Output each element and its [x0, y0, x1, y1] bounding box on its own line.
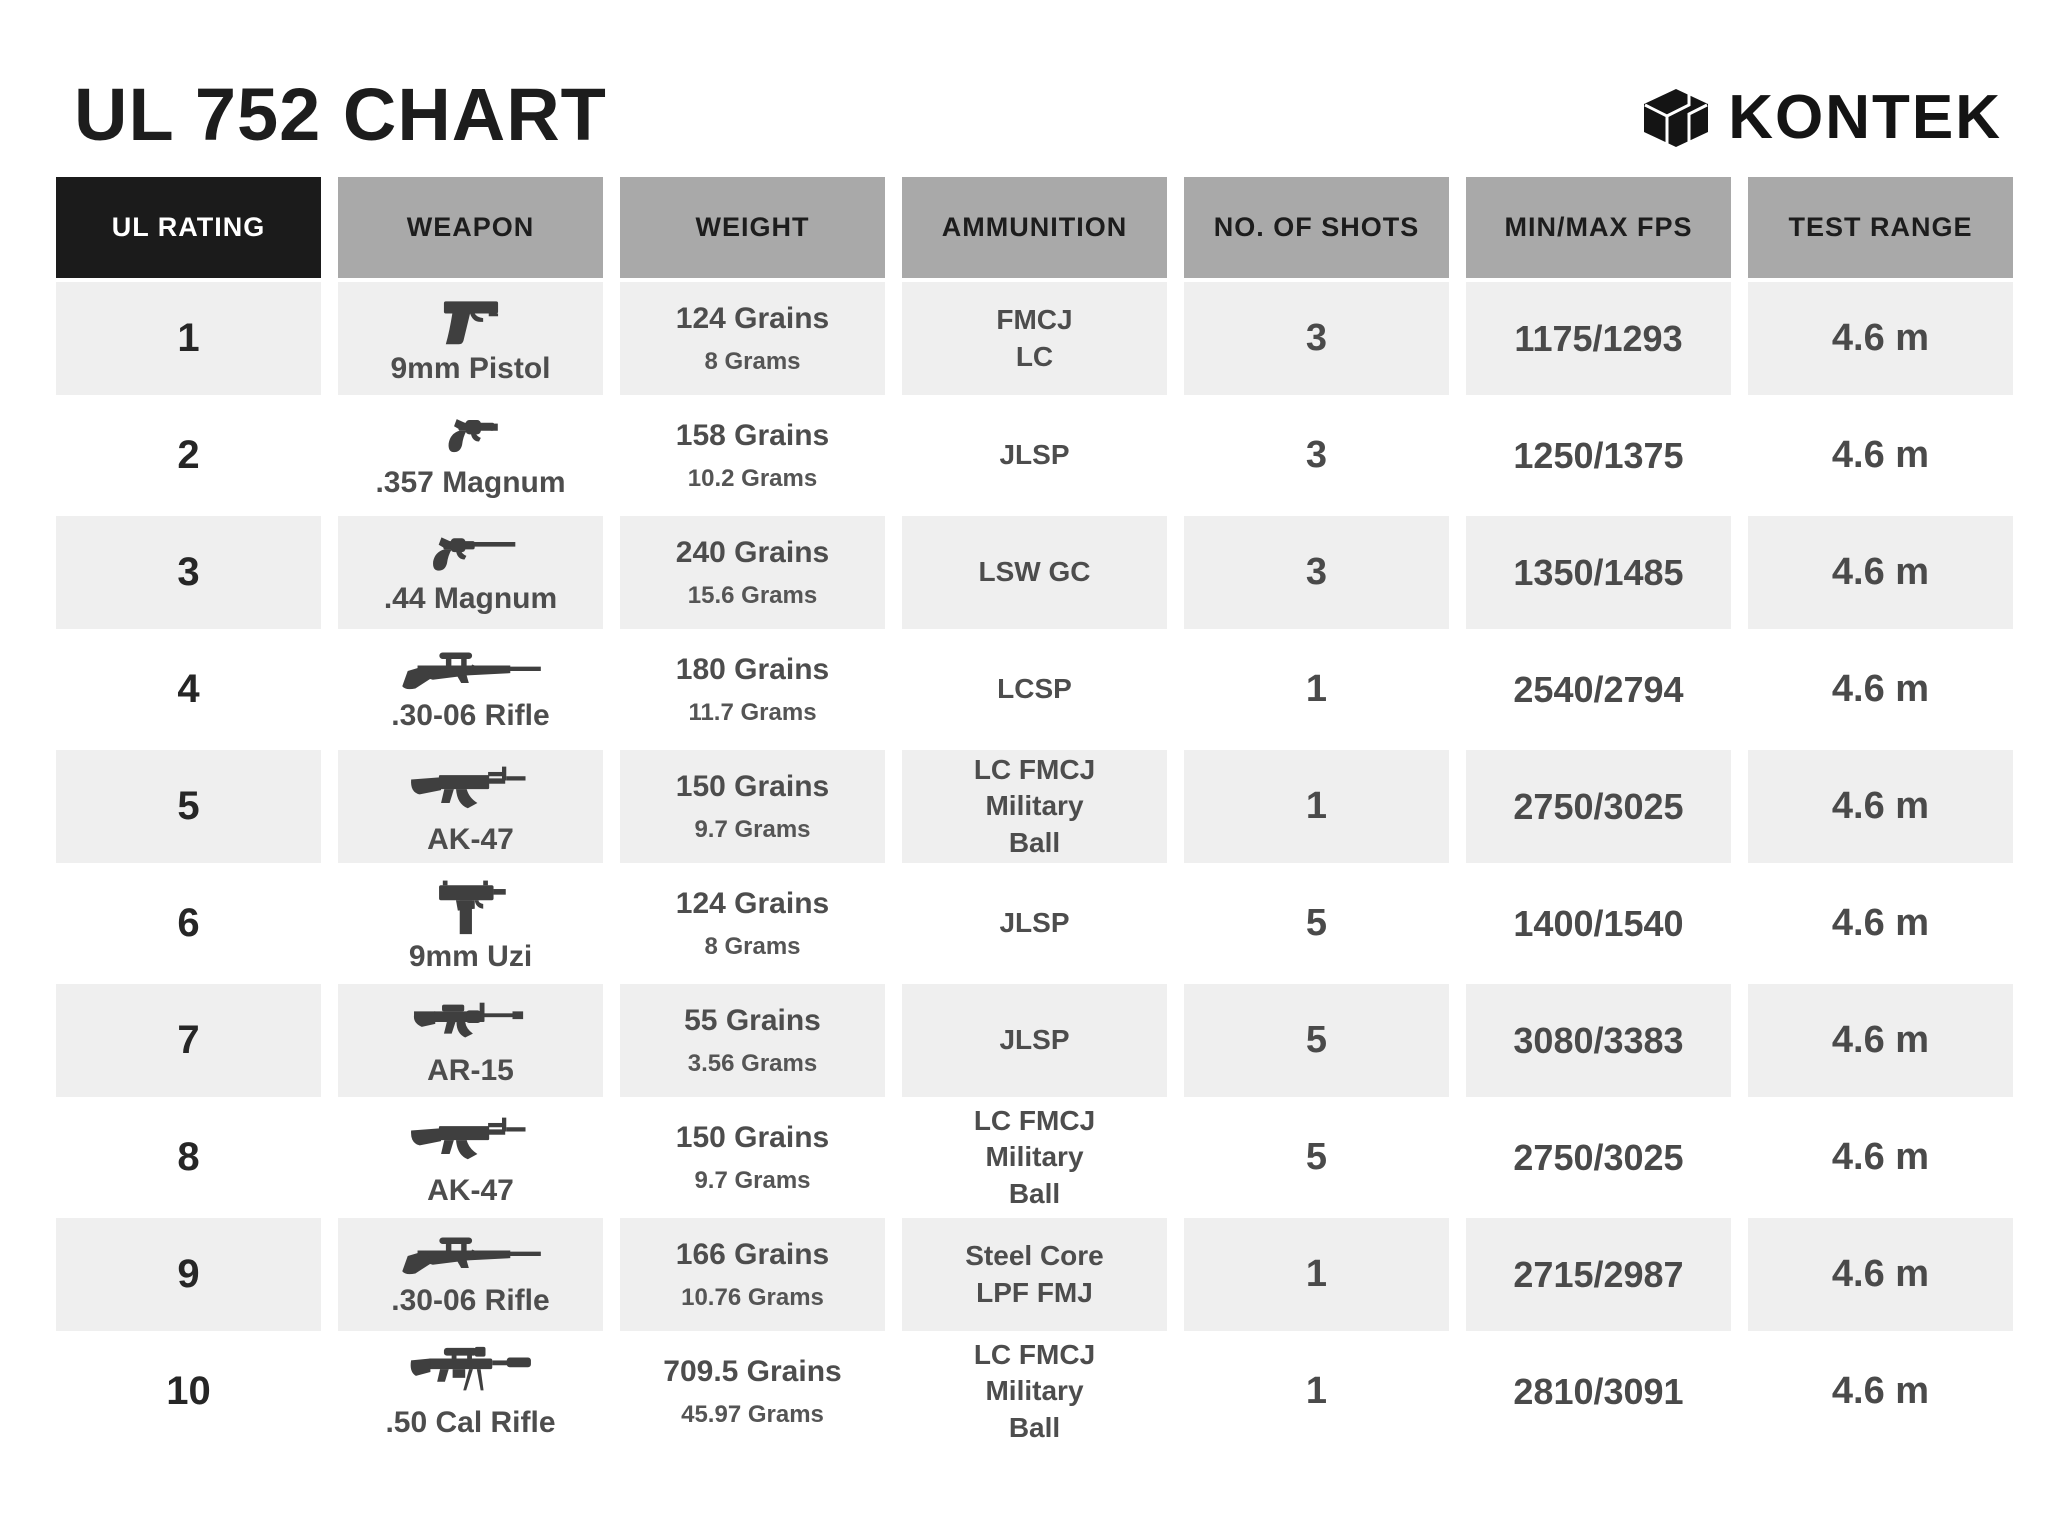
ammunition-line: JLSP: [999, 907, 1070, 939]
min-max-fps-cell: 2540/2794: [1513, 668, 1684, 710]
ammunition-cell: [902, 984, 1167, 1097]
ammunition-line: Military: [985, 790, 1084, 822]
shots-cell: 1: [1305, 1370, 1328, 1412]
column-header-weapon: WEAPON: [338, 177, 603, 278]
weight-cell: [620, 984, 885, 1097]
weapon-name: AK-47: [427, 1173, 514, 1207]
weight-cell: [620, 1101, 885, 1214]
table-row: [56, 984, 2013, 1097]
test-range-cell: 4.6 m: [1748, 984, 2013, 1097]
weight-grams: 8 Grams: [704, 347, 801, 375]
weight-cell: [620, 750, 885, 863]
page-title: UL 752 CHART: [74, 73, 607, 156]
table-header-row: [56, 177, 2013, 278]
ammunition-cell: [902, 750, 1167, 863]
weight-grains: 709.5 Grains: [663, 1354, 842, 1388]
weight-grams: 45.97 Grams: [681, 1400, 824, 1428]
weight-cell: [620, 282, 885, 395]
ammunition-line: Ball: [1008, 826, 1061, 858]
test-range-cell: 4.6 m: [1831, 902, 1930, 944]
weight-cell: [620, 516, 885, 629]
ammunition-line: Military: [985, 1375, 1084, 1407]
weapon-name: AR-15: [427, 1053, 514, 1087]
weapon-cell: [338, 633, 603, 746]
ammunition-cell: [902, 516, 1167, 629]
table-row: [56, 1101, 2013, 1214]
weight-cell: [620, 867, 885, 980]
ul-rating-cell: 9: [56, 1218, 321, 1331]
test-range-cell: 4.6 m: [1748, 516, 2013, 629]
weapon-cell: [338, 1101, 603, 1214]
weight-grains: 180 Grains: [675, 652, 830, 686]
uzi-icon: [433, 874, 509, 936]
ak47-icon: [399, 1108, 543, 1170]
weight-grams: 8 Grams: [704, 932, 801, 960]
ammunition-cell: [902, 1101, 1167, 1214]
weapon-cell: [338, 399, 603, 512]
shots-cell: 5: [1305, 902, 1328, 944]
shots-cell: 1: [1305, 668, 1328, 710]
ammunition-line: LC FMCJ: [973, 1104, 1096, 1136]
weight-grams: 9.7 Grams: [694, 815, 811, 843]
test-range-cell: 4.6 m: [1831, 1136, 1930, 1178]
weight-grains: 240 Grains: [675, 535, 830, 569]
ammunition-cell: [902, 1218, 1167, 1331]
ul-rating-cell: 7: [56, 984, 321, 1097]
ammunition-line: Ball: [1008, 1177, 1061, 1209]
ammunition-line: LC FMCJ: [973, 753, 1096, 785]
column-header-weight: WEIGHT: [620, 177, 885, 278]
ammunition-line: FMCJ: [996, 304, 1073, 336]
ul-rating-cell: 1: [56, 282, 321, 395]
weapon-cell: [338, 282, 603, 395]
weapon-cell: [338, 984, 603, 1097]
table-body: [56, 282, 2013, 1448]
weapon-name: 9mm Uzi: [408, 939, 533, 973]
ul-rating-cell: 8: [177, 1135, 200, 1179]
ammunition-line: JLSP: [999, 1024, 1070, 1056]
min-max-fps-cell: 1350/1485: [1466, 516, 1731, 629]
ul752-table: [56, 177, 2013, 1452]
weight-grams: 10.76 Grams: [681, 1283, 824, 1311]
min-max-fps-cell: 1175/1293: [1466, 282, 1731, 395]
test-range-cell: 4.6 m: [1831, 434, 1930, 476]
ammunition-line: LCSP: [997, 673, 1072, 705]
ammunition-cell: [902, 633, 1167, 746]
shots-cell: 3: [1184, 282, 1449, 395]
column-header-test-range: TEST RANGE: [1748, 177, 2013, 278]
weapon-name: .30-06 Rifle: [391, 1283, 550, 1317]
table-row: [56, 282, 2013, 395]
ammunition-cell: [902, 399, 1167, 512]
ammunition-cell: [902, 1335, 1167, 1448]
weapon-name: .44 Magnum: [383, 581, 558, 615]
ul-rating-cell: 3: [56, 516, 321, 629]
test-range-cell: 4.6 m: [1748, 282, 2013, 395]
bolt-rifle-icon: [396, 647, 546, 695]
ammunition-line: Military: [985, 1141, 1084, 1173]
column-header-ul-rating: UL RATING: [56, 177, 321, 278]
weapon-name: 9mm Pistol: [390, 351, 551, 385]
table-row: [56, 1218, 2013, 1331]
test-range-cell: 4.6 m: [1748, 750, 2013, 863]
weapon-name: .50 Cal Rifle: [385, 1405, 556, 1439]
weapon-cell: [338, 1218, 603, 1331]
weight-grams: 3.56 Grams: [687, 1049, 818, 1077]
ul-rating-cell: 10: [166, 1369, 211, 1413]
min-max-fps-cell: 2715/2987: [1466, 1218, 1731, 1331]
ak47-icon: [399, 757, 543, 819]
ammunition-line: LC: [1015, 340, 1054, 372]
ammunition-cell: [902, 282, 1167, 395]
shots-cell: 1: [1184, 1218, 1449, 1331]
min-max-fps-cell: 2810/3091: [1513, 1370, 1684, 1412]
weight-cell: [620, 1335, 885, 1448]
min-max-fps-cell: 2750/3025: [1513, 1136, 1684, 1178]
weight-grams: 9.7 Grams: [694, 1166, 811, 1194]
ammunition-line: JLSP: [999, 439, 1070, 471]
column-header-no-of-shots: NO. OF SHOTS: [1184, 177, 1449, 278]
kontek-logo: [1640, 82, 2002, 153]
table-row: [56, 633, 2013, 746]
kontek-brand-text: KONTEK: [1728, 83, 2002, 152]
table-row: [56, 750, 2013, 863]
weight-grains: 150 Grains: [675, 1120, 830, 1154]
ul-rating-cell: 6: [177, 901, 200, 945]
ammunition-line: LSW GC: [978, 556, 1091, 588]
ammunition-line: Steel Core: [965, 1240, 1104, 1272]
ul-rating-cell: 5: [56, 750, 321, 863]
table-row: [56, 867, 2013, 980]
ul-rating-cell: 4: [177, 667, 200, 711]
min-max-fps-cell: 1250/1375: [1513, 434, 1684, 476]
test-range-cell: 4.6 m: [1831, 668, 1930, 710]
fifty-cal-icon: [396, 1344, 546, 1402]
table-row: [56, 516, 2013, 629]
weight-grains: 158 Grains: [675, 418, 830, 452]
weight-grains: 55 Grains: [684, 1003, 821, 1037]
bolt-rifle-icon: [396, 1232, 546, 1280]
weight-grains: 124 Grains: [675, 886, 830, 920]
column-header-min-max-fps: MIN/MAX FPS: [1466, 177, 1731, 278]
column-header-ammunition: AMMUNITION: [902, 177, 1167, 278]
weight-cell: [620, 633, 885, 746]
shots-cell: 5: [1305, 1136, 1328, 1178]
kontek-cube-icon: [1640, 88, 1712, 148]
table-row: [56, 399, 2013, 512]
test-range-cell: 4.6 m: [1748, 1218, 2013, 1331]
shots-cell: 1: [1184, 750, 1449, 863]
weapon-cell: [338, 516, 603, 629]
weight-grams: 11.7 Grams: [688, 698, 817, 726]
weight-grams: 10.2 Grams: [687, 464, 818, 492]
weapon-cell: [338, 867, 603, 980]
table-row: [56, 1335, 2013, 1448]
revolver-long-icon: [421, 530, 521, 578]
test-range-cell: 4.6 m: [1831, 1370, 1930, 1412]
weapon-name: .357 Magnum: [375, 465, 566, 499]
weapon-cell: [338, 1335, 603, 1448]
ammunition-cell: [902, 867, 1167, 980]
weight-grams: 15.6 Grams: [687, 581, 818, 609]
ul-rating-cell: 2: [177, 433, 200, 477]
weapon-name: AK-47: [427, 822, 514, 856]
shots-cell: 3: [1184, 516, 1449, 629]
ammunition-line: Ball: [1008, 1411, 1061, 1443]
shots-cell: 3: [1305, 434, 1328, 476]
ammunition-line: LPF FMJ: [976, 1276, 1093, 1308]
weight-cell: [620, 399, 885, 512]
min-max-fps-cell: 2750/3025: [1466, 750, 1731, 863]
weight-grains: 124 Grains: [675, 301, 830, 335]
weight-cell: [620, 1218, 885, 1331]
shots-cell: 5: [1184, 984, 1449, 1097]
ar15-icon: [398, 994, 543, 1050]
weight-grains: 166 Grains: [675, 1237, 830, 1271]
weight-grains: 150 Grains: [675, 769, 830, 803]
min-max-fps-cell: 3080/3383: [1466, 984, 1731, 1097]
weapon-name: .30-06 Rifle: [391, 698, 550, 732]
weapon-cell: [338, 750, 603, 863]
min-max-fps-cell: 1400/1540: [1513, 902, 1684, 944]
revolver-snub-icon: [435, 412, 507, 462]
ammunition-line: LC FMCJ: [973, 1338, 1096, 1370]
pistol-icon: [438, 292, 504, 348]
